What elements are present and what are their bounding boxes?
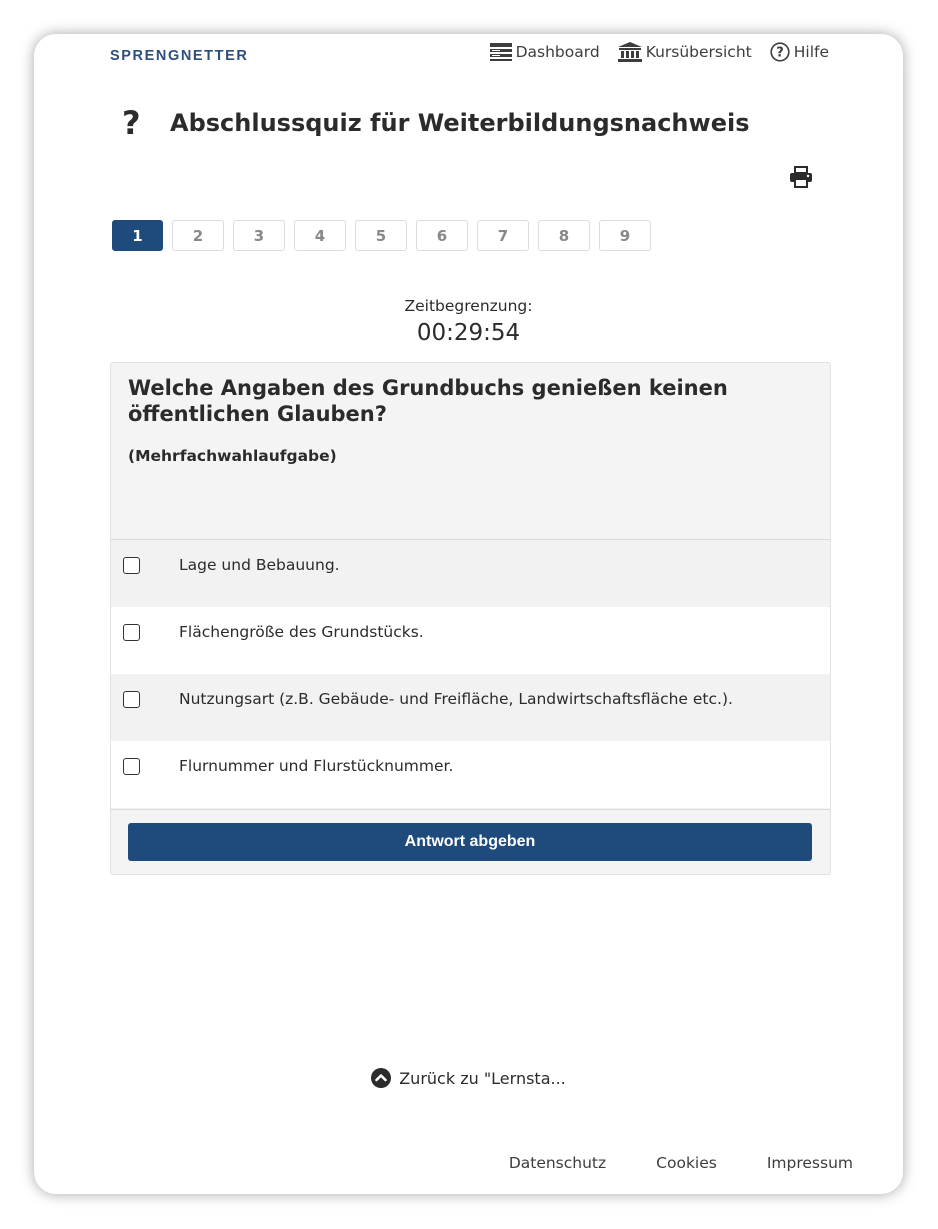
page-title: Abschlussquiz für Weiterbildungsnachweis — [170, 109, 750, 137]
footer-link-impressum[interactable]: Impressum — [766, 1154, 853, 1172]
answer-option[interactable] — [111, 741, 830, 808]
print-button[interactable] — [789, 166, 813, 192]
app-window — [34, 34, 903, 1194]
back-link[interactable] — [34, 1068, 903, 1088]
top-navigation — [490, 42, 829, 62]
submit-answer-button[interactable]: Antwort abgeben — [128, 823, 812, 861]
answer-checkbox[interactable] — [123, 557, 140, 574]
page-button-1[interactable]: 1 — [112, 220, 163, 251]
nav-kursuebersicht[interactable] — [618, 42, 752, 62]
answer-label[interactable]: Flächengröße des Grundstücks. — [179, 623, 424, 641]
question-mark-icon: ? — [122, 104, 141, 142]
help-circle-icon — [770, 42, 790, 62]
submit-area — [111, 809, 830, 875]
page-button-8[interactable]: 8 — [538, 220, 590, 251]
question-pagination — [112, 220, 651, 251]
page-button-5[interactable]: 5 — [355, 220, 407, 251]
answer-checkbox[interactable] — [123, 758, 140, 775]
answer-option[interactable] — [111, 607, 830, 674]
logo-text: SPRENGNETTER — [110, 48, 249, 64]
nav-hilfe-label: Hilfe — [793, 43, 829, 61]
page-button-6[interactable]: 6 — [416, 220, 468, 251]
printer-icon — [789, 166, 813, 188]
institution-icon — [618, 42, 642, 62]
footer — [509, 1154, 853, 1172]
page-button-7[interactable]: 7 — [477, 220, 529, 251]
nav-kursuebersicht-label: Kursübersicht — [645, 43, 752, 61]
dashboard-icon — [490, 43, 512, 61]
page-button-9[interactable]: 9 — [599, 220, 651, 251]
answer-option[interactable] — [111, 540, 830, 607]
svg-text:?: ? — [775, 45, 784, 61]
page-header — [122, 104, 749, 142]
page-button-2[interactable]: 2 — [172, 220, 224, 251]
nav-hilfe[interactable] — [770, 42, 829, 62]
footer-link-cookies[interactable]: Cookies — [656, 1154, 717, 1172]
question-card — [110, 362, 831, 875]
timer-value: 00:29:54 — [416, 320, 521, 346]
back-link-label[interactable]: Zurück zu "Lernsta... — [399, 1068, 566, 1088]
answer-checkbox[interactable] — [123, 624, 140, 641]
answer-checkbox[interactable] — [123, 691, 140, 708]
answer-label[interactable]: Nutzungsart (z.B. Gebäude- und Freifläche, Landwirtschaftsfläche etc.). — [179, 690, 733, 708]
answer-list — [111, 539, 830, 808]
answer-option[interactable] — [111, 674, 830, 741]
nav-dashboard[interactable] — [490, 43, 600, 61]
page-button-4[interactable]: 4 — [294, 220, 346, 251]
footer-link-datenschutz[interactable]: Datenschutz — [508, 1154, 607, 1172]
question-text: Welche Angaben des Grundbuchs genießen keinen öffentlichen Glauben? — [128, 376, 728, 426]
sprengnetter-logo[interactable] — [110, 40, 249, 74]
question-type: (Mehrfachwahlaufgabe) — [128, 447, 337, 465]
answer-label[interactable]: Flurnummer und Flurstücknummer. — [179, 757, 454, 775]
nav-dashboard-label: Dashboard — [515, 43, 600, 61]
answer-label[interactable]: Lage und Bebauung. — [179, 556, 340, 574]
page-button-3[interactable]: 3 — [233, 220, 285, 251]
chevron-up-circle-icon — [371, 1068, 391, 1088]
timer-label: Zeitbegrenzung: — [404, 297, 533, 315]
